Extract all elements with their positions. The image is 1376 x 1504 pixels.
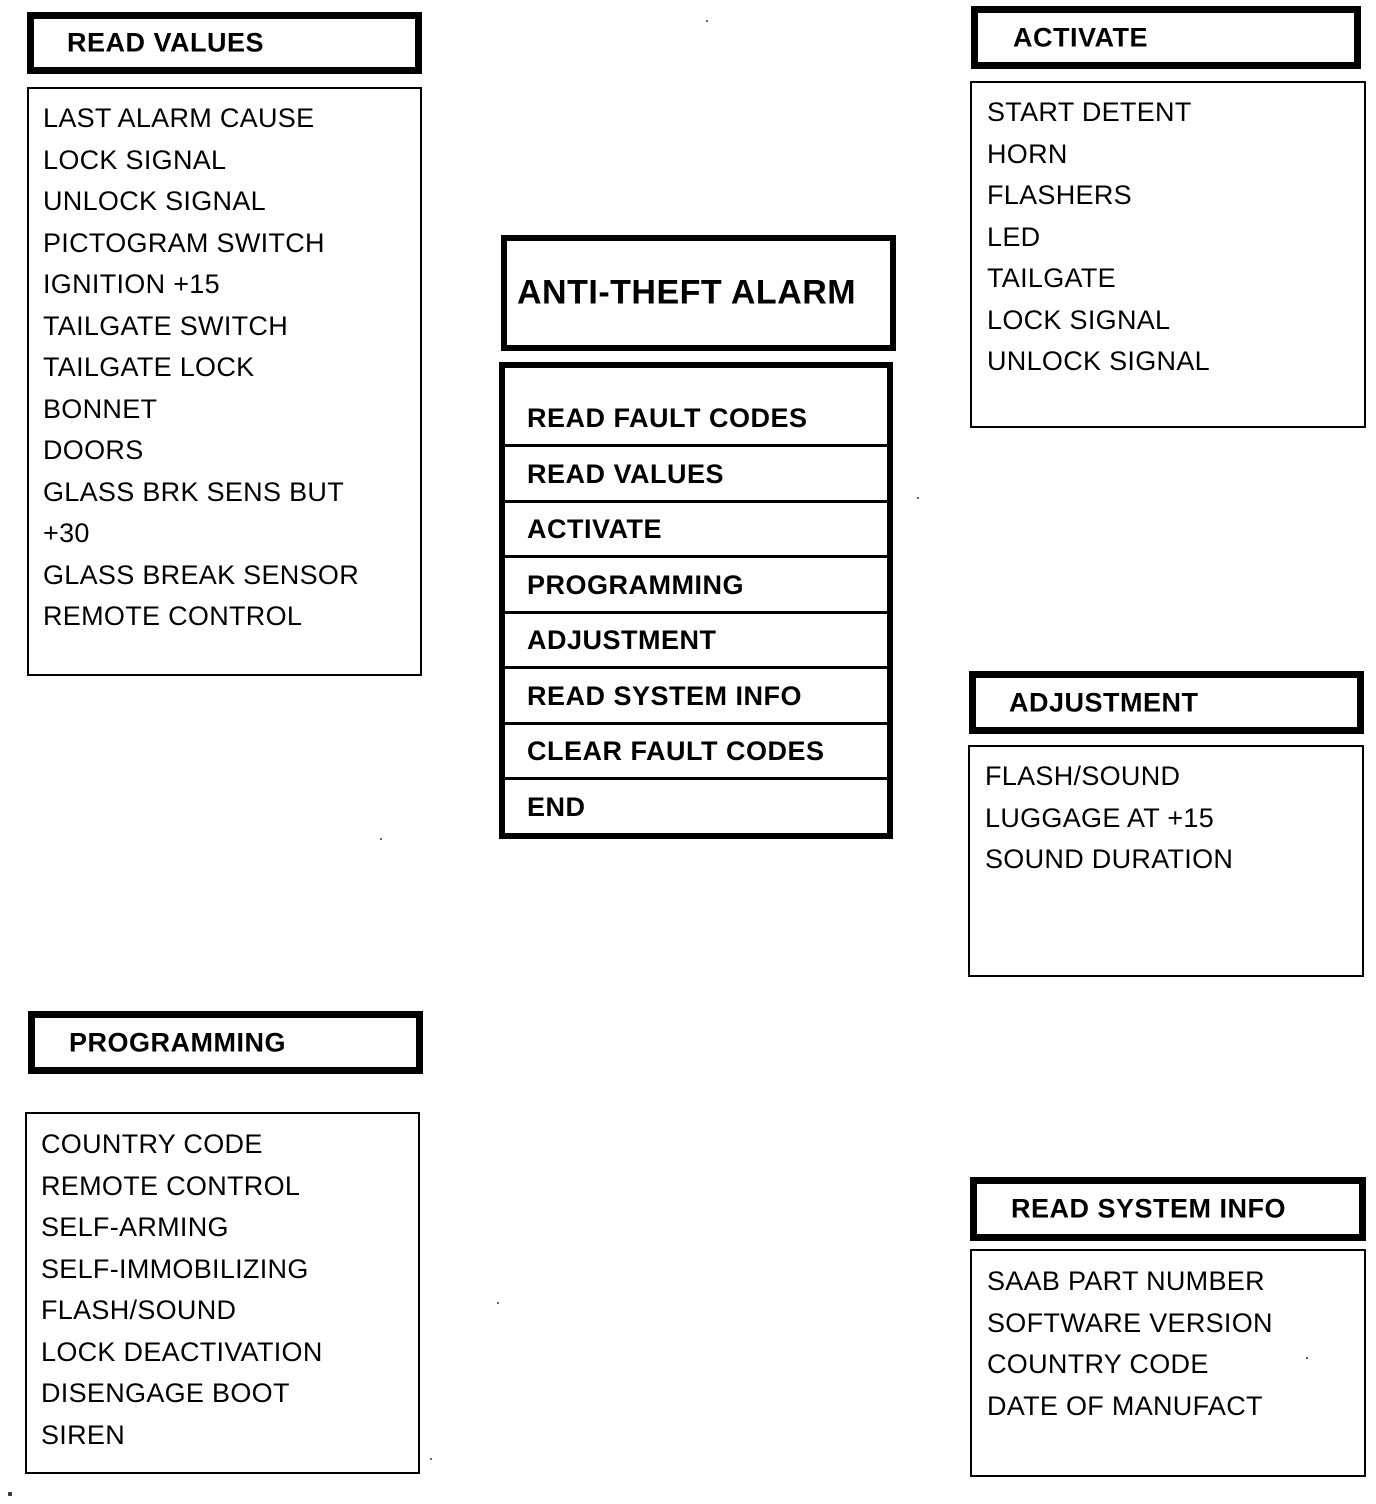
read-values-title-box: [27, 12, 422, 74]
activate-list-box: [970, 81, 1366, 428]
list-item: LED: [987, 221, 1041, 252]
list-item: DOORS: [43, 435, 144, 465]
menu-item-read-fault-codes[interactable]: [505, 368, 887, 447]
scan-speck: [706, 20, 708, 22]
list-item: SELF-ARMING: [41, 1212, 229, 1242]
list-item: LAST ALARM CAUSE: [43, 103, 315, 133]
programming-list-box: [25, 1112, 420, 1474]
menu-item-label: ACTIVATE: [527, 514, 662, 544]
read-system-info-list: [987, 1261, 1273, 1427]
menu-item-read-system-info[interactable]: [505, 669, 887, 725]
programming-title: PROGRAMMING: [69, 1027, 286, 1057]
list-item: FLASH/SOUND: [41, 1295, 237, 1325]
scan-speck: [1306, 1357, 1308, 1359]
adjustment-list-box: [968, 745, 1364, 977]
menu-item-label: READ SYSTEM INFO: [527, 681, 803, 711]
list-item: REMOTE CONTROL: [41, 1170, 301, 1201]
menu-item-label: PROGRAMMING: [527, 570, 744, 600]
adjustment-title: ADJUSTMENT: [1009, 687, 1199, 717]
list-item: SOUND DURATION: [985, 844, 1234, 874]
list-item: LOCK DEACTIVATION: [41, 1336, 323, 1367]
list-item: REMOTE CONTROL: [43, 601, 303, 631]
list-item: SELF-IMMOBILIZING: [41, 1253, 309, 1284]
programming-title-box: [28, 1011, 423, 1074]
list-item: SIREN: [41, 1419, 126, 1450]
activate-list: [987, 92, 1210, 383]
menu-item-activate[interactable]: [505, 503, 887, 558]
read-values-list-box: [27, 87, 422, 676]
list-item: HORN: [987, 138, 1068, 169]
menu-item-read-values[interactable]: [505, 447, 887, 503]
menu-item-label: END: [527, 792, 586, 822]
read-values-title: READ VALUES: [67, 27, 265, 58]
list-item: LOCK SIGNAL: [987, 304, 1171, 335]
list-item: +30: [43, 518, 90, 548]
read-system-info-title: READ SYSTEM INFO: [1011, 1193, 1287, 1224]
list-item: DISENGAGE BOOT: [41, 1378, 290, 1408]
list-item: PICTOGRAM SWITCH: [43, 227, 325, 258]
anti-theft-alarm-title-box: [501, 235, 896, 351]
menu-item-label: READ VALUES: [527, 459, 725, 489]
read-system-info-title-box: [970, 1177, 1366, 1241]
list-item: DATE OF MANUFACT: [987, 1390, 1263, 1421]
page-title: ANTI-THEFT ALARM: [517, 273, 857, 312]
adjustment-list: [985, 756, 1233, 881]
list-item: FLASH/SOUND: [985, 761, 1181, 791]
activate-title-box: [971, 6, 1361, 69]
list-item: GLASS BRK SENS BUT: [43, 476, 344, 507]
list-item: SAAB PART NUMBER: [987, 1266, 1265, 1296]
list-item: TAILGATE LOCK: [43, 352, 255, 382]
activate-title: ACTIVATE: [1013, 22, 1148, 52]
read-system-info-list-box: [970, 1249, 1366, 1477]
menu-item-label: READ FAULT CODES: [527, 403, 808, 433]
list-item: TAILGATE SWITCH: [43, 310, 289, 341]
list-item: UNLOCK SIGNAL: [43, 186, 266, 216]
list-item: SOFTWARE VERSION: [987, 1307, 1273, 1338]
menu-item-adjustment[interactable]: [505, 614, 887, 669]
scan-speck: [380, 838, 382, 840]
menu-item-label: ADJUSTMENT: [527, 625, 717, 655]
list-item: START DETENT: [987, 97, 1192, 127]
scan-speck: [430, 1458, 432, 1460]
list-item: TAILGATE: [987, 263, 1116, 293]
list-item: IGNITION +15: [43, 269, 220, 299]
list-item: LOCK SIGNAL: [43, 144, 227, 175]
main-menu: [499, 362, 893, 839]
list-item: GLASS BREAK SENSOR: [43, 559, 360, 590]
list-item: FLASHERS: [987, 180, 1132, 210]
programming-list: [41, 1124, 323, 1456]
list-item: BONNET: [43, 393, 158, 424]
list-item: UNLOCK SIGNAL: [987, 346, 1210, 376]
menu-item-label: CLEAR FAULT CODES: [527, 736, 825, 766]
adjustment-title-box: [969, 671, 1364, 734]
menu-item-programming[interactable]: [505, 558, 887, 614]
list-item: COUNTRY CODE: [987, 1349, 1209, 1379]
scan-speck: [8, 1492, 12, 1496]
menu-item-clear-fault-codes[interactable]: [505, 725, 887, 780]
menu-item-end[interactable]: [505, 780, 887, 833]
list-item: LUGGAGE AT +15: [985, 802, 1215, 833]
scan-speck: [917, 497, 919, 499]
list-item: COUNTRY CODE: [41, 1129, 263, 1159]
scan-speck: [497, 1302, 499, 1304]
read-values-list: [43, 98, 359, 638]
